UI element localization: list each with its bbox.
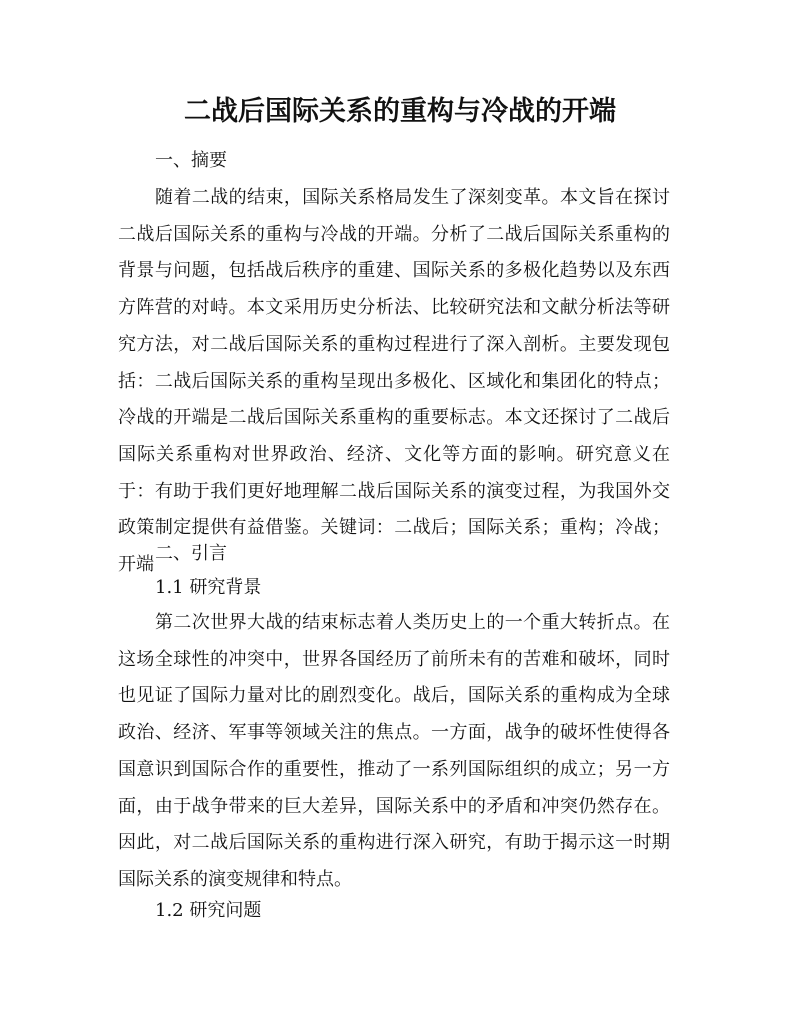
- abstract-heading: 一、摘要: [155, 150, 227, 171]
- abstract-paragraph: 随着二战的结束，国际关系格局发生了深刻变革。本文旨在探讨二战后国际关系的重构与冷战的开端。分析了二战后国际关系重构的背景与问题，包括战后秩序的重建、国际关系的多极化趋势以及东西方阵营的对峙。本文采用历史分析法、比较研究法和文献分析法等研究方法，对二战后国际关系的重构过程进行了深入剖析。主要发现包括：二战后国际关系的重构呈现出多极化、区域化和集团化的特点；冷战的开端是二战后国际关系重构的重要标志。本文还探讨了二战后国际关系重构对世界政治、经济、文化等方面的影响。研究意义在于：有助于我们更好地理解二战后国际关系的演变过程，为我国外交政策制定提供有益借鉴。关键词：二战后；国际关系；重构；冷战；开端: [118, 187, 670, 576]
- introduction-heading: 二、引言: [155, 543, 227, 564]
- document-title: 二战后国际关系的重构与冷战的开端: [184, 96, 616, 127]
- research-question-heading: 1.2 研究问题: [155, 900, 262, 921]
- research-background-paragraph: 第二次世界大战的结束标志着人类历史上的一个重大转折点。在这场全球性的冲突中，世界各国经历了前所未有的苦难和破坏，同时也见证了国际力量对比的剧烈变化。战后，国际关系的重构成为全球政治、经济、军事等领域关注的焦点。一方面，战争的破坏性使得各国意识到国际合作的重要性，推动了一系列国际组织的成立；另一方面，由于战争带来的巨大差异，国际关系中的矛盾和冲突仍然存在。因此，对二战后国际关系的重构进行深入研究，有助于揭示这一时期国际关系的演变规律和特点。: [118, 612, 670, 890]
- research-background-heading: 1.1 研究背景: [155, 577, 262, 598]
